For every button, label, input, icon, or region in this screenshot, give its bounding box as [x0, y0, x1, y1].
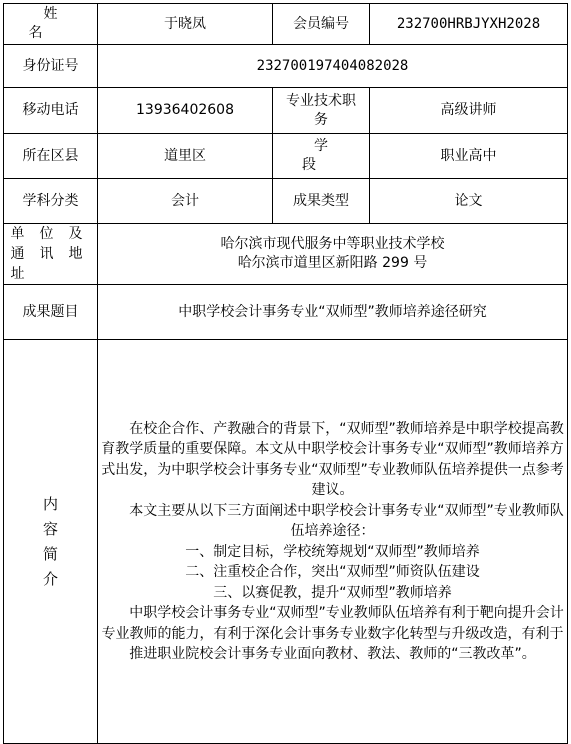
- result-title-label: 成果题目: [4, 285, 98, 340]
- registration-form: [3, 3, 568, 744]
- title-label-text: 专业技术职务: [286, 92, 356, 128]
- subject-value: 会计: [98, 179, 273, 224]
- mobile-label: 移动电话: [4, 88, 98, 134]
- row-subject: [4, 179, 568, 224]
- row-result-title: [4, 285, 568, 340]
- name-label: 姓名: [4, 4, 98, 45]
- abstract-item-3: 三、以赛促教，提升“双师型”教师培养: [213, 584, 452, 601]
- intro-label: [4, 340, 98, 744]
- mobile-value: 13936402608: [98, 88, 273, 134]
- stage-value: 职业高中: [370, 134, 568, 179]
- id-no-value: 232700197404082028: [98, 45, 568, 88]
- title-label: [273, 88, 370, 134]
- unit-address-value: [98, 224, 568, 285]
- member-no-label: 会员编号: [273, 4, 370, 45]
- row-unit: [4, 224, 568, 285]
- intro-content: [98, 340, 568, 744]
- row-name: [4, 4, 568, 45]
- name-value: 于晓凤: [98, 4, 273, 45]
- abstract-paragraph-2: 本文主要从以下三方面阐述中职学校会计事务专业“双师型”专业教师队伍培养途径：: [129, 502, 564, 539]
- id-no-label: 身份证号: [4, 45, 98, 88]
- unit-name: 哈尔滨市现代服务中等职业技术学校: [220, 236, 445, 252]
- abstract-item-2: 二、注重校企合作，突出“双师型”师资队伍建设: [185, 564, 480, 580]
- county-label: 所在区县: [4, 134, 98, 179]
- unit-address-label: [4, 224, 98, 285]
- abstract-text: [98, 419, 567, 665]
- row-intro: [4, 340, 568, 744]
- row-id: [4, 45, 568, 88]
- member-no-value: 232700HRBJYXH2028: [370, 4, 568, 45]
- unit-address-label-text: 单位及通讯地址: [10, 226, 91, 282]
- title-value: 高级讲师: [370, 88, 568, 134]
- subject-label: 学科分类: [4, 179, 98, 224]
- row-county: [4, 134, 568, 179]
- abstract-item-1: 一、制定目标，学校统筹规划“双师型”教师培养: [185, 543, 480, 560]
- unit-address: 哈尔滨市道里区新阳路 299 号: [237, 255, 428, 271]
- abstract-paragraph-3: 中职学校会计事务专业“双师型”专业教师队伍培养有利于靶向提升会计专业教师的能力，有利于深化会计事务专业数字化转型与升级改造，有利于推进职业院校会计事务专业面向教材、教法、教师的“三教改革”。: [101, 605, 564, 662]
- abstract-paragraph-1: 在校企合作、产教融合的背景下，“双师型”教师培养是中职学校提高教育教学质量的重要保障。本文从中职学校会计事务专业“双师型”教师培养方式出发，为中职学校会计事务专业“双师型”专业教师队伍培养提供一点参考建议。: [101, 420, 564, 498]
- county-value: 道里区: [98, 134, 273, 179]
- result-type-label: 成果类型: [273, 179, 370, 224]
- row-mobile: [4, 88, 568, 134]
- result-type-value: 论文: [370, 179, 568, 224]
- stage-label: 学段: [273, 134, 370, 179]
- intro-label-text: 内容简介: [42, 494, 58, 588]
- result-title-value: 中职学校会计事务专业“双师型”教师培养途径研究: [98, 285, 568, 340]
